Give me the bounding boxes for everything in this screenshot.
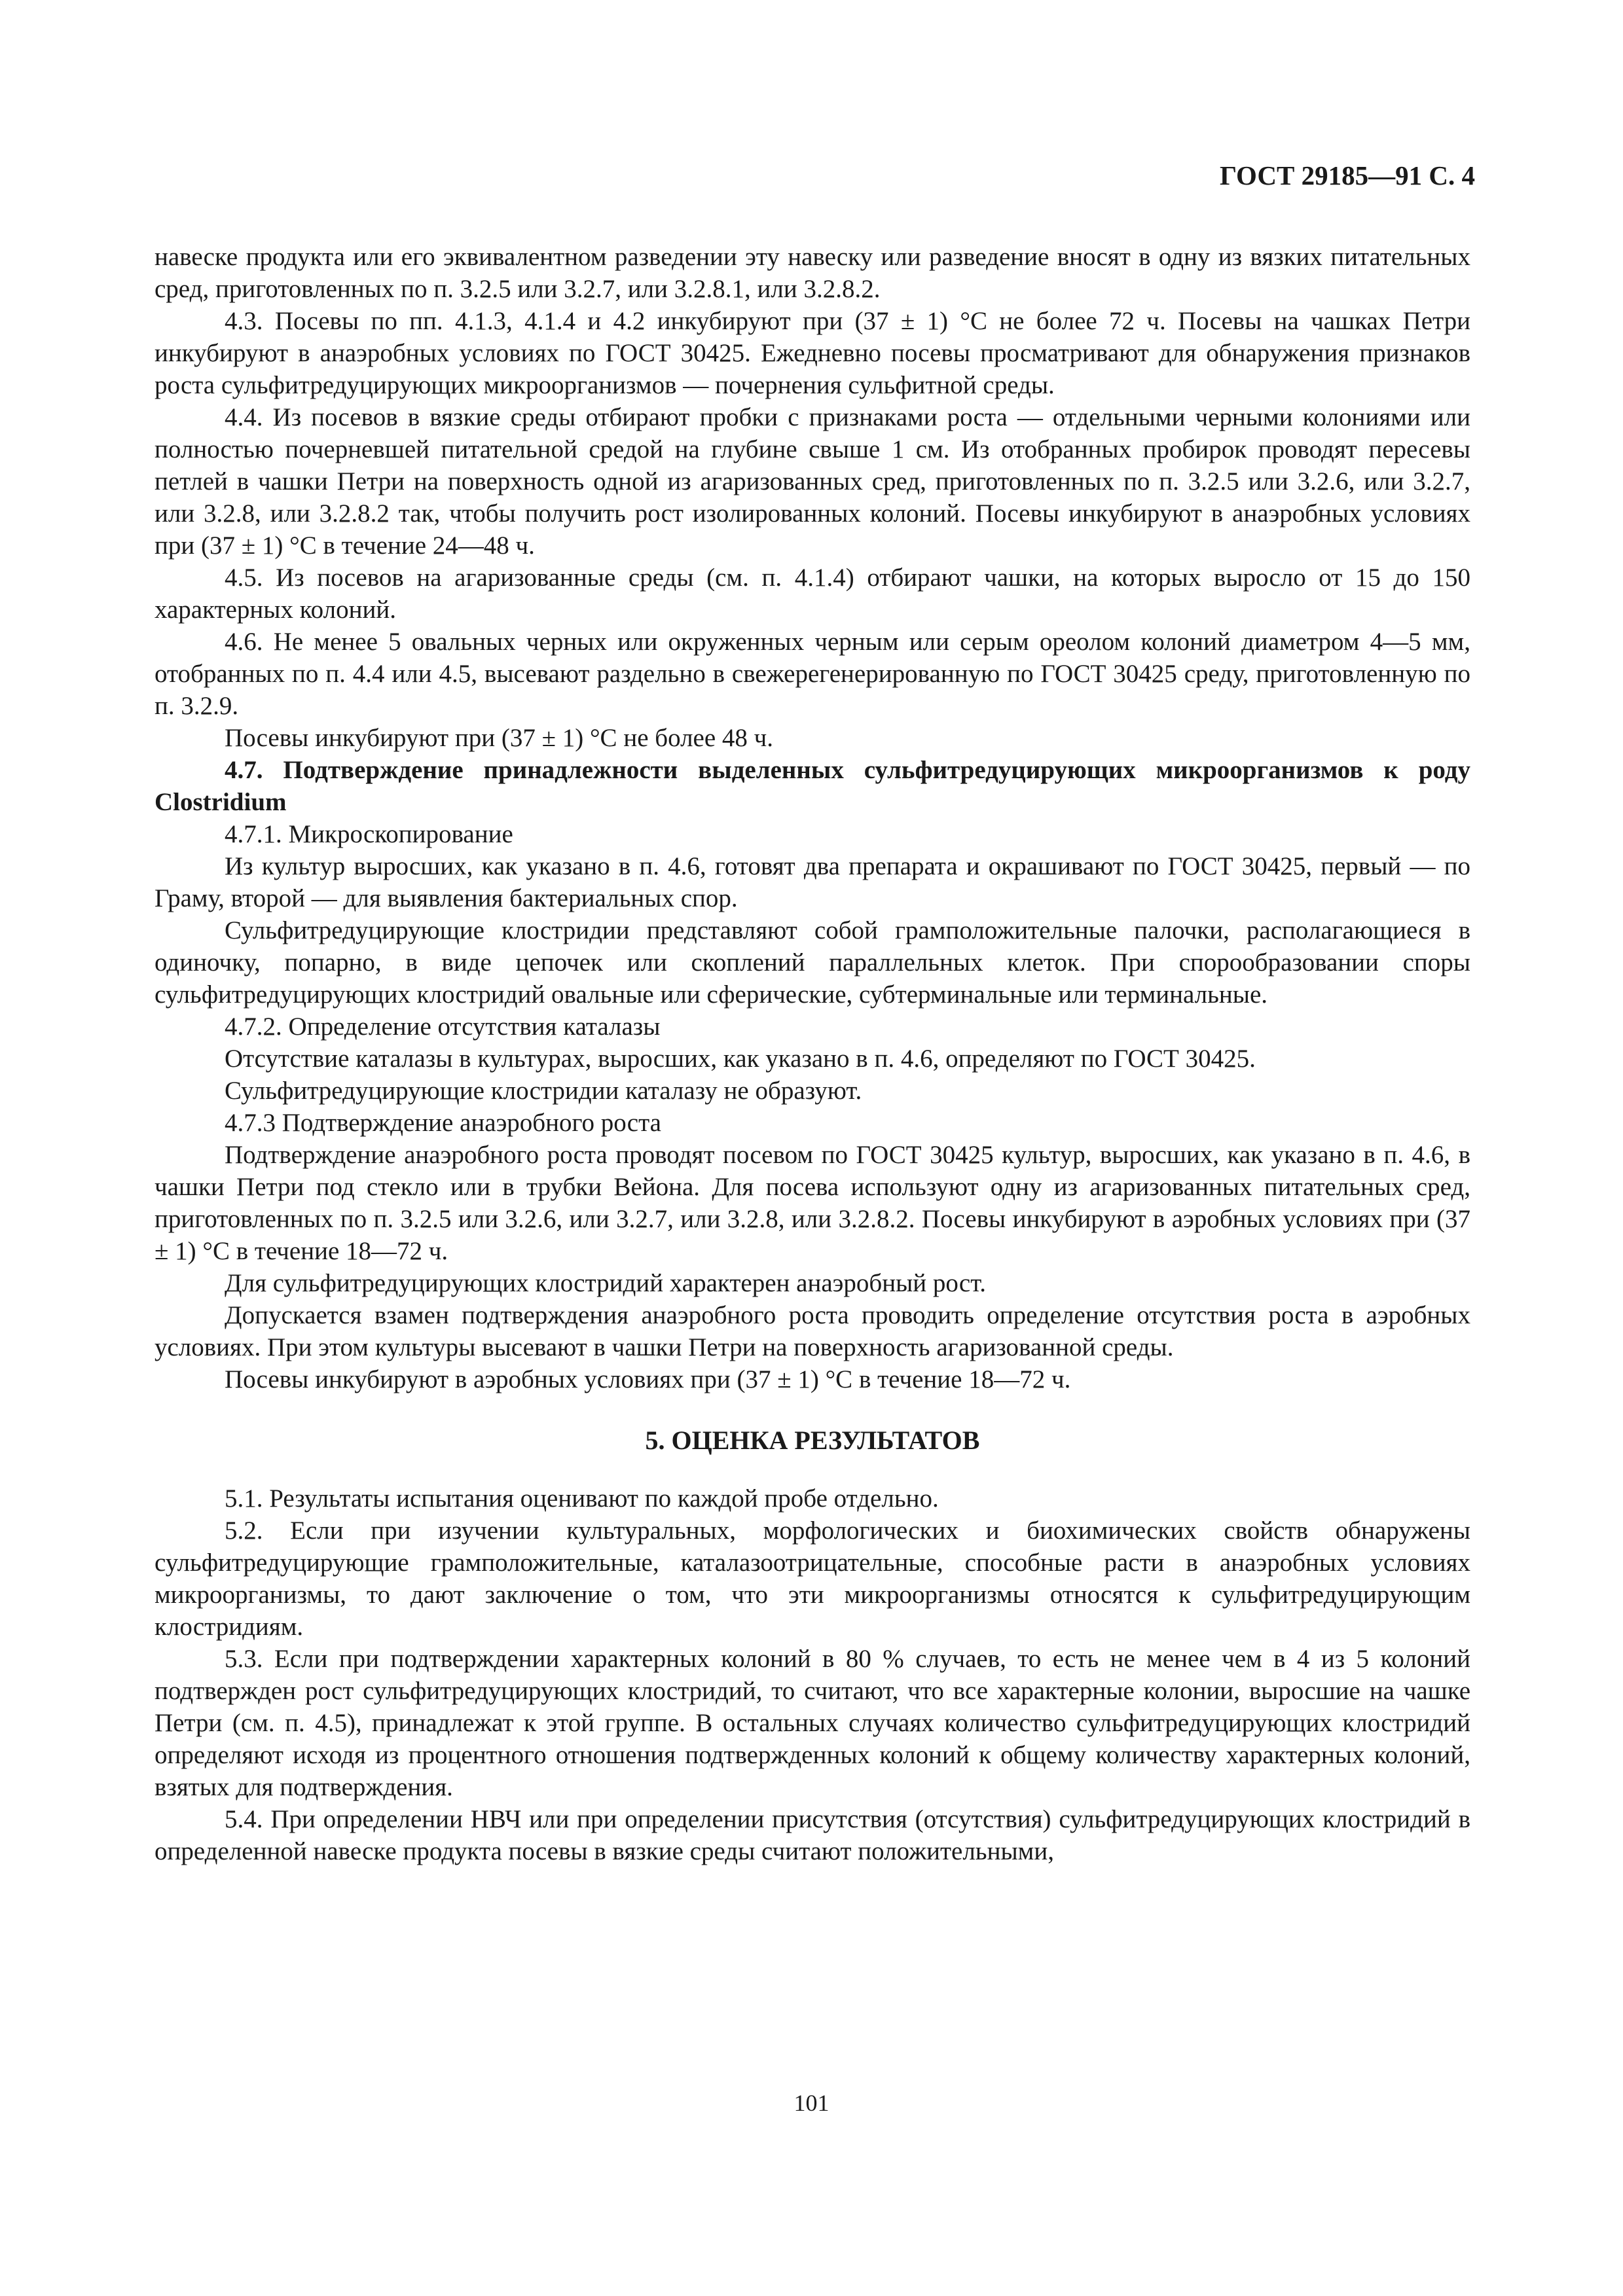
paragraph-4-6: 4.6. Не менее 5 овальных черных или окруженных черным или серым ореолом колоний диаметром 4—5 мм, отобранных по п. 4.4 или 4.5, высевают раздельно в свежерегенерированную по ГОСТ 30425 среду, приготовленную по п. 3.2.9. bbox=[155, 628, 1470, 720]
subheading-4-7-2: 4.7.2. Определение отсутствия каталазы bbox=[225, 1013, 661, 1041]
page-header: ГОСТ 29185—91 С. 4 bbox=[1219, 160, 1475, 190]
subheading-4-7-3: 4.7.3 Подтверждение анаэробного роста bbox=[225, 1109, 661, 1137]
paragraph-4-7-1-a: Из культур выросших, как указано в п. 4.6, готовят два препарата и окрашивают по ГОСТ 30425, первый — по Граму, второй — для выявления бактериальных спор. bbox=[155, 852, 1470, 912]
paragraph-5-1: 5.1. Результаты испытания оценивают по каждой пробе отдельно. bbox=[225, 1484, 939, 1513]
page-number: 101 bbox=[793, 2090, 830, 2116]
section-heading-5: 5. ОЦЕНКА РЕЗУЛЬТАТОВ bbox=[645, 1426, 980, 1455]
paragraph-continuation: навеске продукта или его эквивалентном разведении эту навеску или разведение вносят в одну из вязких питательных сред, приготовленных по п. 3.2.5 или 3.2.7, или 3.2.8.1, или 3.2.8.2. bbox=[155, 243, 1470, 303]
paragraph-4-6-incubation: Посевы инкубируют при (37 ± 1) °С не более 48 ч. bbox=[225, 724, 774, 752]
document-body bbox=[155, 241, 1470, 1867]
paragraph-5-2: 5.2. Если при изучении культуральных, морфологических и биохимических свойств обнаружены сульфитредуцирующие грамположительные, каталазоотрицательные, способные расти в анаэробных условиях микроорганизмы, то дают заключение о том, что эти микроорганизмы относятся к сульфитредуцирующим клостридиям. bbox=[155, 1516, 1470, 1641]
paragraph-4-5: 4.5. Из посевов на агаризованные среды (см. п. 4.1.4) отбирают чашки, на которых выросло от 15 до 150 характерных колоний. bbox=[155, 564, 1470, 624]
paragraph-4-7-3-b: Для сульфитредуцирующих клостридий характерен анаэробный рост. bbox=[225, 1269, 987, 1297]
paragraph-4-3: 4.3. Посевы по пп. 4.1.3, 4.1.4 и 4.2 инкубируют при (37 ± 1) °С не более 72 ч. Посевы на чашках Петри инкубируют в анаэробных условиях по ГОСТ 30425. Ежедневно посевы просматривают для обнаружения признаков роста сульфитредуцирующих микроорганизмов — почернения сульфитной среды. bbox=[155, 307, 1470, 399]
subheading-4-7-1: 4.7.1. Микроскопирование bbox=[225, 820, 513, 848]
paragraph-4-4: 4.4. Из посевов в вязкие среды отбирают пробки с признаками роста — отдельными черными колониями или полностью почерневшей питательной средой на глубине свыше 1 см. Из отобранных пробирок проводят пересевы петлей в чашки Петри на поверхность одной из агаризованных сред, приготовленных по п. 3.2.5 или 3.2.6, или 3.2.7, или 3.2.8, или 3.2.8.2 так, чтобы получить рост изолированных колоний. Посевы инкубируют в анаэробных условиях при (37 ± 1) °С в течение 24—48 ч. bbox=[155, 403, 1470, 560]
paragraph-5-4: 5.4. При определении НВЧ или при определении присутствия (отсутствия) сульфитредуцирующих клостридий в определенной навеске продукта посевы в вязкие среды считают положительными, bbox=[155, 1805, 1470, 1865]
paragraph-4-7-3-a: Подтверждение анаэробного роста проводят посевом по ГОСТ 30425 культур, выросших, как указано в п. 4.6, в чашки Петри под стекло или в трубки Вейона. Для посева используют одну из агаризованных питательных сред, приготовленных по п. 3.2.5 или 3.2.6, или 3.2.7, или 3.2.8, или 3.2.8.2. Посевы инкубируют в аэробных условиях при (37 ± 1) °С в течение 18—72 ч. bbox=[155, 1141, 1470, 1265]
paragraph-4-7-3-c: Допускается взамен подтверждения анаэробного роста проводить определение отсутствия роста в аэробных условиях. При этом культуры высевают в чашки Петри на поверхность агаризованной среды. bbox=[155, 1301, 1470, 1361]
subheading-4-7: 4.7. Подтверждение принадлежности выделенных сульфитредуцирующих микроорганизмов к роду Clostridium bbox=[155, 756, 1470, 816]
paragraph-4-7-1-b: Сульфитредуцирующие клостридии представляют собой грамположительные палочки, располагающиеся в одиночку, попарно, в виде цепочек или скоплений параллельных клеток. При спорообразовании споры сульфитредуцирующих клостридий овальные или сферические, субтерминальные или терминальные. bbox=[155, 916, 1470, 1009]
paragraph-4-7-3-d: Посевы инкубируют в аэробных условиях при (37 ± 1) °С в течение 18—72 ч. bbox=[225, 1365, 1071, 1393]
paragraph-4-7-2-a: Отсутствие каталазы в культурах, выросших, как указано в п. 4.6, определяют по ГОСТ 30425. bbox=[225, 1045, 1256, 1073]
paragraph-4-7-2-b: Сульфитредуцирующие клостридии каталазу не образуют. bbox=[225, 1077, 862, 1105]
paragraph-5-3: 5.3. Если при подтверждении характерных колоний в 80 % случаев, то есть не менее чем в 4 из 5 колоний подтвержден рост сульфитредуцирующих клостридий, то считают, что все характерные колонии, выросшие на чашке Петри (см. п. 4.5), принадлежат к этой группе. В остальных случаях количество сульфитредуцирующих клостридий определяют исходя из процентного отношения подтвержденных колоний к общему количеству характерных колоний, взятых для подтверждения. bbox=[155, 1645, 1470, 1801]
